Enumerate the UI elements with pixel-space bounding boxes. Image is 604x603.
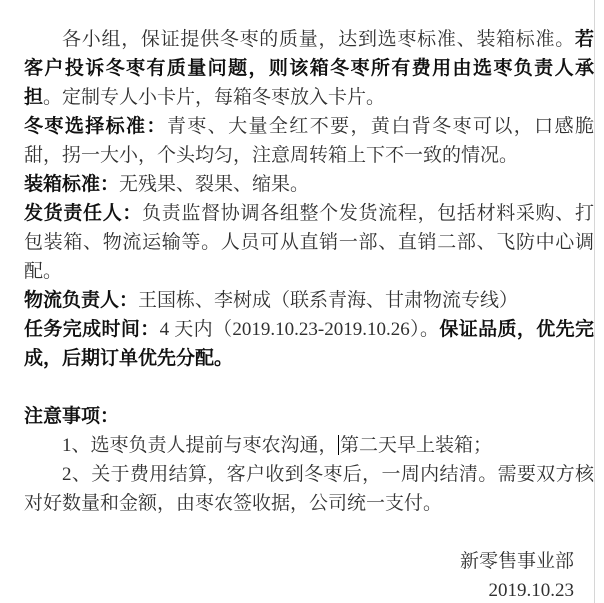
text-run-bold: 保证品质，优先完成，后期订单优先分配。 <box>24 319 594 369</box>
paragraph-shipping-manager <box>24 199 594 286</box>
text-run-bold: 若客户投诉冬枣有质量问题，则该箱冬枣所有费用由选枣负责人承担 <box>24 29 594 108</box>
logistics-manager-label: 物流负责人： <box>24 290 139 311</box>
paragraph-logistics-manager <box>24 286 594 315</box>
note-item-1 <box>24 431 594 460</box>
selection-standard-label: 冬枣选择标准： <box>24 116 167 137</box>
text-run: 青枣、大量全红不要，黄白背冬枣可以，口感脆甜，拐一大小，个头均匀，注意周转箱上下不一致的情况。 <box>24 116 594 166</box>
text-run: 第二天早上装箱； <box>340 435 493 456</box>
deadline-label: 任务完成时间： <box>24 319 160 340</box>
paragraph-quality-commitment <box>24 25 594 112</box>
date-text: 2019.10.23 <box>488 580 574 601</box>
text-run: 4 天内（2019.10.23-2019.10.26）。 <box>159 319 440 340</box>
notes-heading-label: 注意事项： <box>24 406 120 427</box>
page-edge-line <box>594 0 595 603</box>
note-item-2 <box>24 460 594 518</box>
shipping-manager-label: 发货责任人： <box>24 203 143 224</box>
text-run: 2、关于费用结算，客户收到冬枣后，一周内结清。需要双方核对好数量和金额，由枣农签收据，公司统一支付。 <box>24 464 594 514</box>
text-run: 负责监督协调各组整个发货流程，包括材料采购、打包装箱、物流运输等。人员可从直销一部、直销二部、飞防中心调配。 <box>24 203 594 282</box>
packing-standard-label: 装箱标准： <box>24 174 120 195</box>
blank-line <box>24 518 594 547</box>
footer-date <box>24 576 594 603</box>
text-run: 1、选枣负责人提前与枣农沟通， <box>62 435 338 456</box>
footer-department <box>24 547 594 576</box>
text-cursor <box>338 435 340 455</box>
paragraph-deadline <box>24 315 594 373</box>
paragraph-selection-standard <box>24 112 594 170</box>
paragraph-packing-standard <box>24 170 594 199</box>
blank-line <box>24 373 594 402</box>
department-name: 新零售事业部 <box>459 551 574 572</box>
notes-heading <box>24 402 594 431</box>
text-run: 。定制专人小卡片，每箱冬枣放入卡片。 <box>43 87 386 108</box>
text-run: 无残果、裂果、缩果。 <box>119 174 310 195</box>
text-run: 王国栋、李树成（联系青海、甘肃物流专线） <box>138 290 519 311</box>
text-run: 各小组，保证提供冬枣的质量，达到选枣标准、装箱标准。 <box>62 29 575 50</box>
